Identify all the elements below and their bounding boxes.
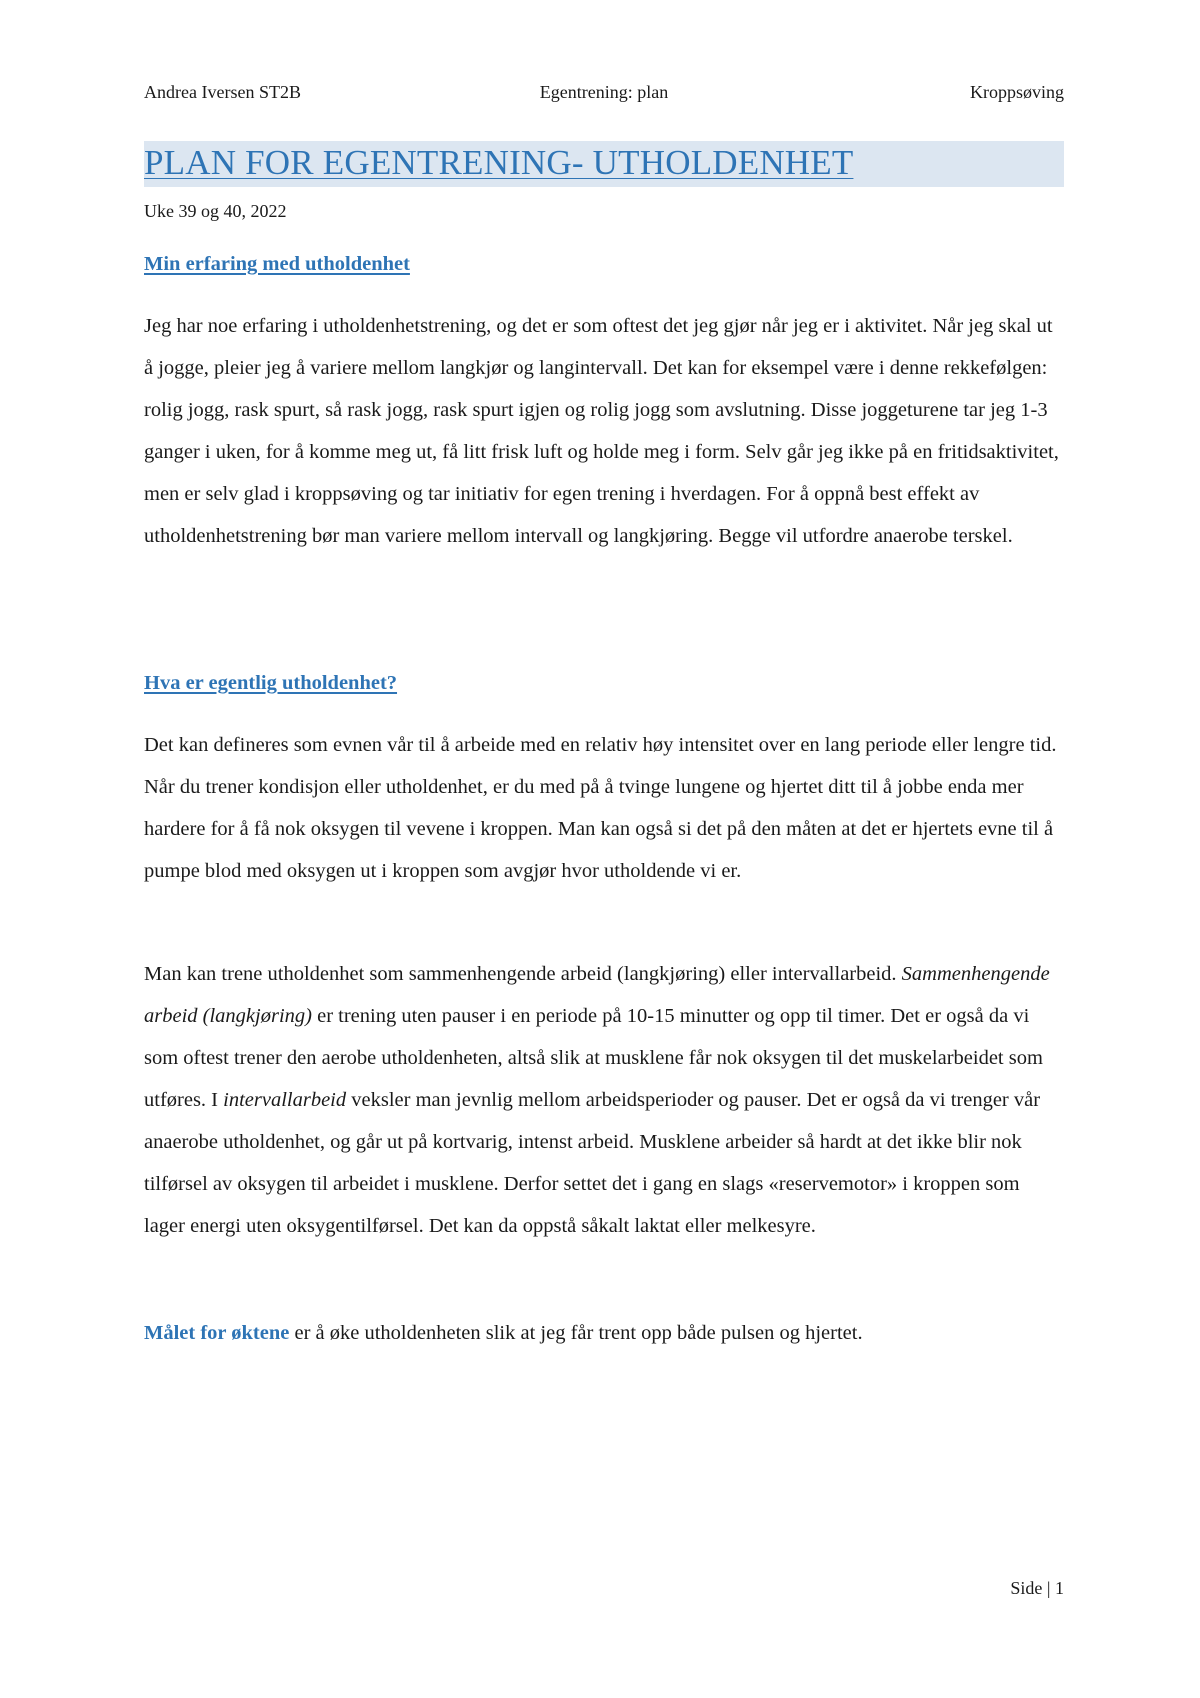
- training-methods-interval-text: veksler man jevnlig mellom arbeidsperioder og pauser. Det er også da vi trenger vår anaerobe utholdenhet, og går ut på kortvarig, intenst arbeid. Musklene arbeider så hardt at det ikke blir nok tilførsel av oksygen til arbeidet i musklene. Derfor settet det i gang en slags «reservemotor» i kroppen som lager energi uten oksygentilførsel. Det kan da oppstå såkalt laktat eller melkesyre.: [144, 1089, 1041, 1237]
- header-subject: Kroppsøving: [970, 82, 1064, 102]
- training-methods-continuous-text: er trening uten pauser i en periode på 10-15 minutter og opp til timer. Det er også da vi som oftest trener den aerobe utholdenheten, altså slik at musklene får nok oksygen til det muskelarbeidet som utføres. I: [144, 1005, 1043, 1111]
- page-number: Side | 1: [1010, 1578, 1064, 1598]
- section-heading-experience: Min erfaring med utholdenhet: [144, 253, 410, 275]
- page-header: [144, 82, 1064, 106]
- document-subtitle: Uke 39 og 40, 2022: [144, 201, 287, 221]
- title-band: [144, 141, 1064, 187]
- paragraph-training-methods: [144, 953, 1064, 1247]
- header-author: Andrea Iversen ST2B: [144, 82, 301, 102]
- goal-label: Målet for øktene: [144, 1322, 290, 1344]
- header-document-title: Egentrening: plan: [539, 82, 669, 102]
- italic-continuous-work: Sammenhengende arbeid (langkjøring): [144, 963, 1050, 1027]
- section-heading-what-is-endurance: Hva er egentlig utholdenhet?: [144, 672, 398, 694]
- paragraph-definition: Det kan defineres som evnen vår til å arbeide med en relativ høy intensitet over en lang periode eller lengre tid. Når du trener kondisjon eller utholdenhet, er du med på å tvinge lungene og hjertet ditt til å jobbe enda mer hardere for å få nok oksygen til vevene i kroppen. Man kan også si det på den måten at det er hjertets evne til å pumpe blod med oksygen ut i kroppen som avgjør hvor utholdende vi er.: [144, 734, 1057, 882]
- training-methods-intro: Man kan trene utholdenhet som sammenhengende arbeid (langkjøring) eller intervallarbeid.: [144, 963, 897, 985]
- italic-interval-work: intervallarbeid: [223, 1089, 347, 1111]
- document-title: PLAN FOR EGENTRENING- UTHOLDENHET: [144, 143, 854, 182]
- paragraph-goal: [144, 1312, 1064, 1354]
- paragraph-experience: Jeg har noe erfaring i utholdenhetstrening, og det er som oftest det jeg gjør når jeg er i aktivitet. Når jeg skal ut å jogge, pleier jeg å variere mellom langkjør og langintervall. Det kan for eksempel være i denne rekkefølgen: rolig jogg, rask spurt, så rask jogg, rask spurt igjen og rolig jogg som avslutning. Disse joggeturene tar jeg 1-3 ganger i uken, for å komme meg ut, få litt frisk luft og holde meg i form. Selv går jeg ikke på en fritidsaktivitet, men er selv glad i kroppsøving og tar initiativ for egen trening i hverdagen. For å oppnå best effekt av utholdenhetstrening bør man variere mellom intervall og langkjøring. Begge vil utfordre anaerobe terskel.: [144, 315, 1059, 547]
- goal-text: er å øke utholdenheten slik at jeg får trent opp både pulsen og hjertet.: [289, 1322, 863, 1344]
